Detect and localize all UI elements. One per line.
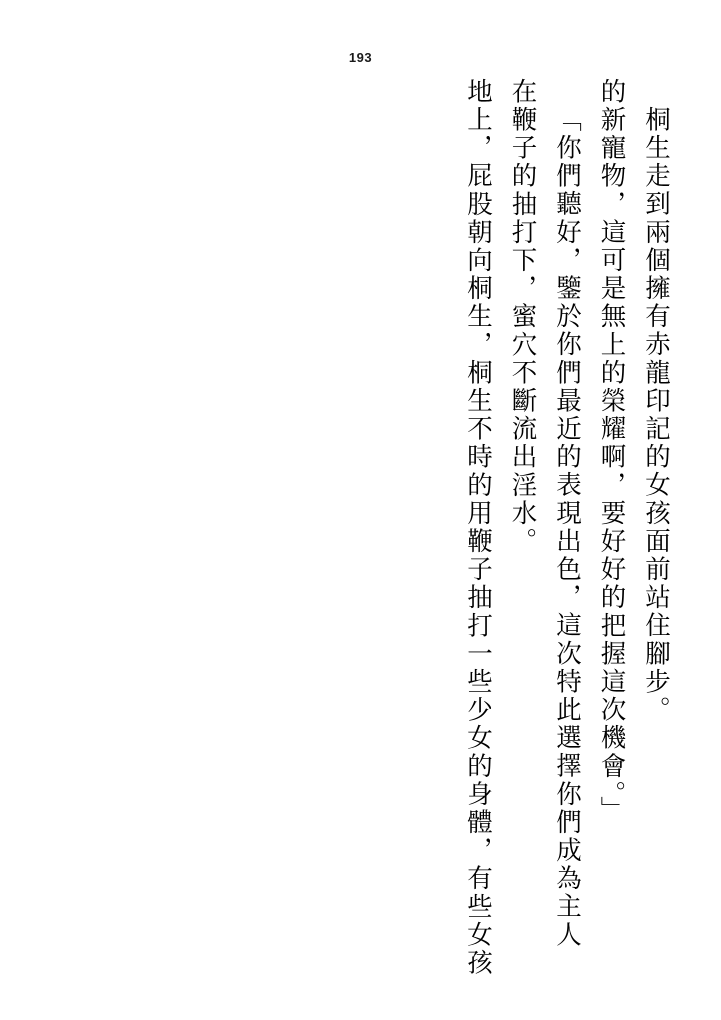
text-line: 的新寵物，這可是無上的榮耀啊，要好好的把握這次機會。」 (597, 78, 627, 824)
text-line: 地上，屁股朝向桐生，桐生不時的用鞭子抽打一些少女的身體，有些女孩 (464, 78, 493, 978)
vertical-text-body (447, 78, 671, 978)
text-line: 「你們聽好，鑒於你們最近的表現出色，這次特此選擇你們成為主人 (553, 106, 582, 949)
text-line: 在鞭子的抽打下，蜜穴不斷流出淫水。 (508, 78, 538, 556)
text-line: 桐生走到兩個擁有赤龍印記的女孩面前站住腳步。 (642, 106, 671, 725)
page-number: 193 (348, 50, 373, 65)
